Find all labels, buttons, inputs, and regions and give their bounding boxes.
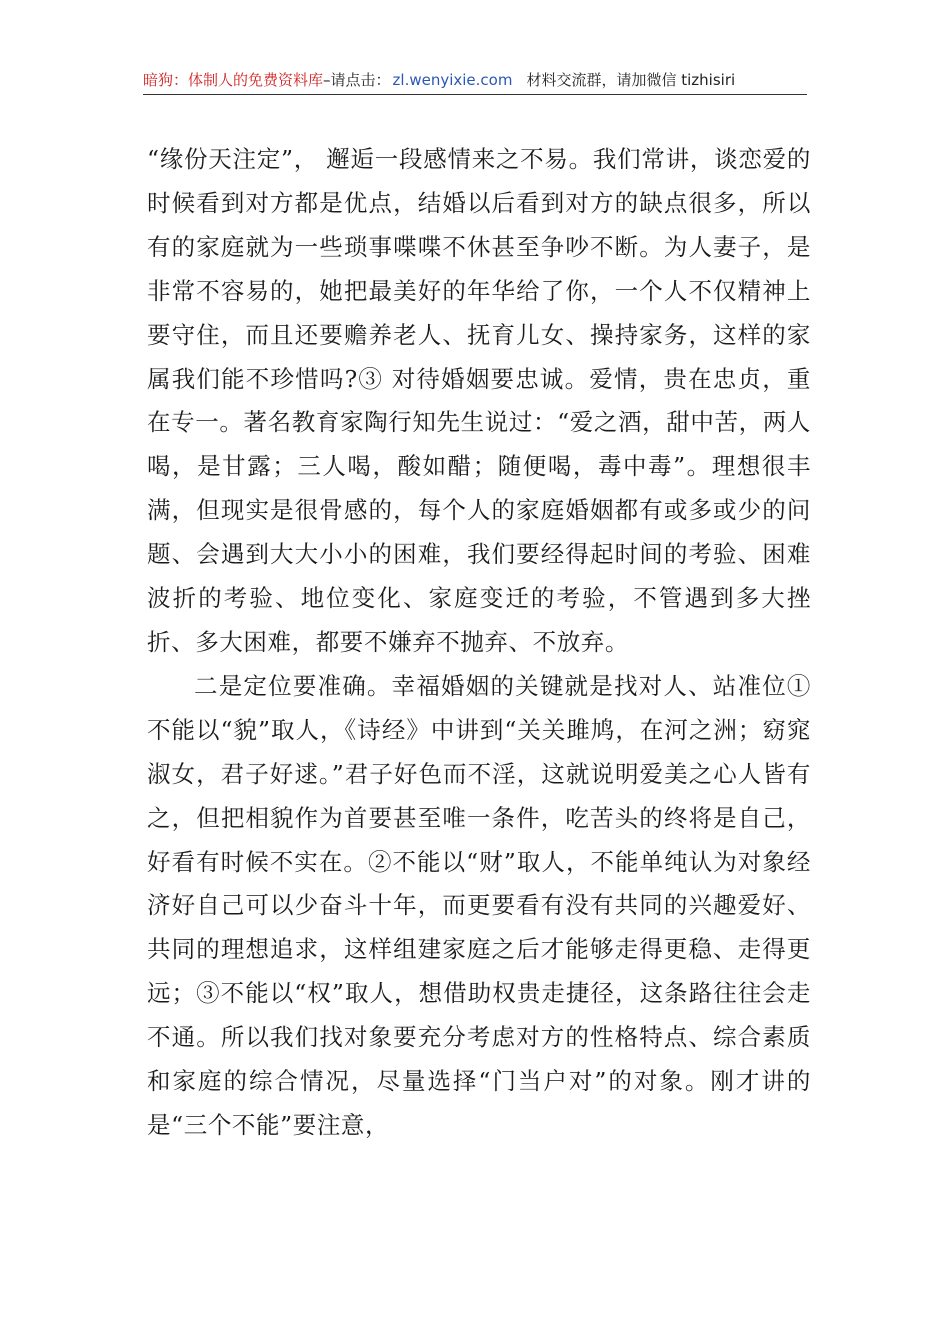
document-body: [147, 138, 811, 1148]
header-brand: 暗狗：体制人的免费资料库: [143, 71, 324, 89]
header-group-info: 材料交流群，请加微信 tizhisiri: [526, 71, 736, 89]
header-cta: –请点击：: [323, 71, 391, 89]
paragraph-1: “缘份天注定”， 邂逅一段感情来之不易。我们常讲，谈恋爱的时候看到对方都是优点，结婚以后看到对方的缺点很多，所以有的家庭就为一些琐事喋喋不休甚至争吵不断。为人妻子，是非常不容易的，她把最美好的年华给了你，一个人不仅精神上要守住，而且还要赡养老人、抚育儿女、操持家务，这样的家属我们能不珍惜吗?③ 对待婚姻要忠诚。爱情，贵在忠贞，重在专一。著名教育家陶行知先生说过：“爱之酒，甜中苦，两人喝，是甘露；三人喝，酸如醋；随便喝，毒中毒”。理想很丰满，但现实是很骨感的，每个人的家庭婚姻都有或多或少的问题、会遇到大大小小的困难，我们要经得起时间的考验、困难波折的考验、地位变化、家庭变迁的考验，不管遇到多大挫折、多大困难，都要不嫌弃不抛弃、不放弃。: [147, 145, 811, 656]
page-header: [143, 68, 807, 95]
header-link[interactable]: zl.wenyixie.com: [392, 71, 513, 89]
paragraph-2: 二是定位要准确。幸福婚姻的关键就是找对人、站准位①不能以“貌”取人，《诗经》中讲到“关关雎鸠，在河之洲；窈窕淑女，君子好逑。”君子好色而不淫，这就说明爱美之心人皆有之，但把相貌作为首要甚至唯一条件，吃苦头的终将是自己，好看有时候不实在。②不能以“财”取人，不能单纯认为对象经济好自己可以少奋斗十年，而更要看有没有共同的兴趣爱好、共同的理想追求，这样组建家庭之后才能够走得更稳、走得更远；③不能以“权”取人，想借助权贵走捷径，这条路往往会走不通。所以我们找对象要充分考虑对方的性格特点、综合素质和家庭的综合情况，尽量选择“门当户对”的对象。刚才讲的是“三个不能”要注意，: [147, 671, 811, 1139]
